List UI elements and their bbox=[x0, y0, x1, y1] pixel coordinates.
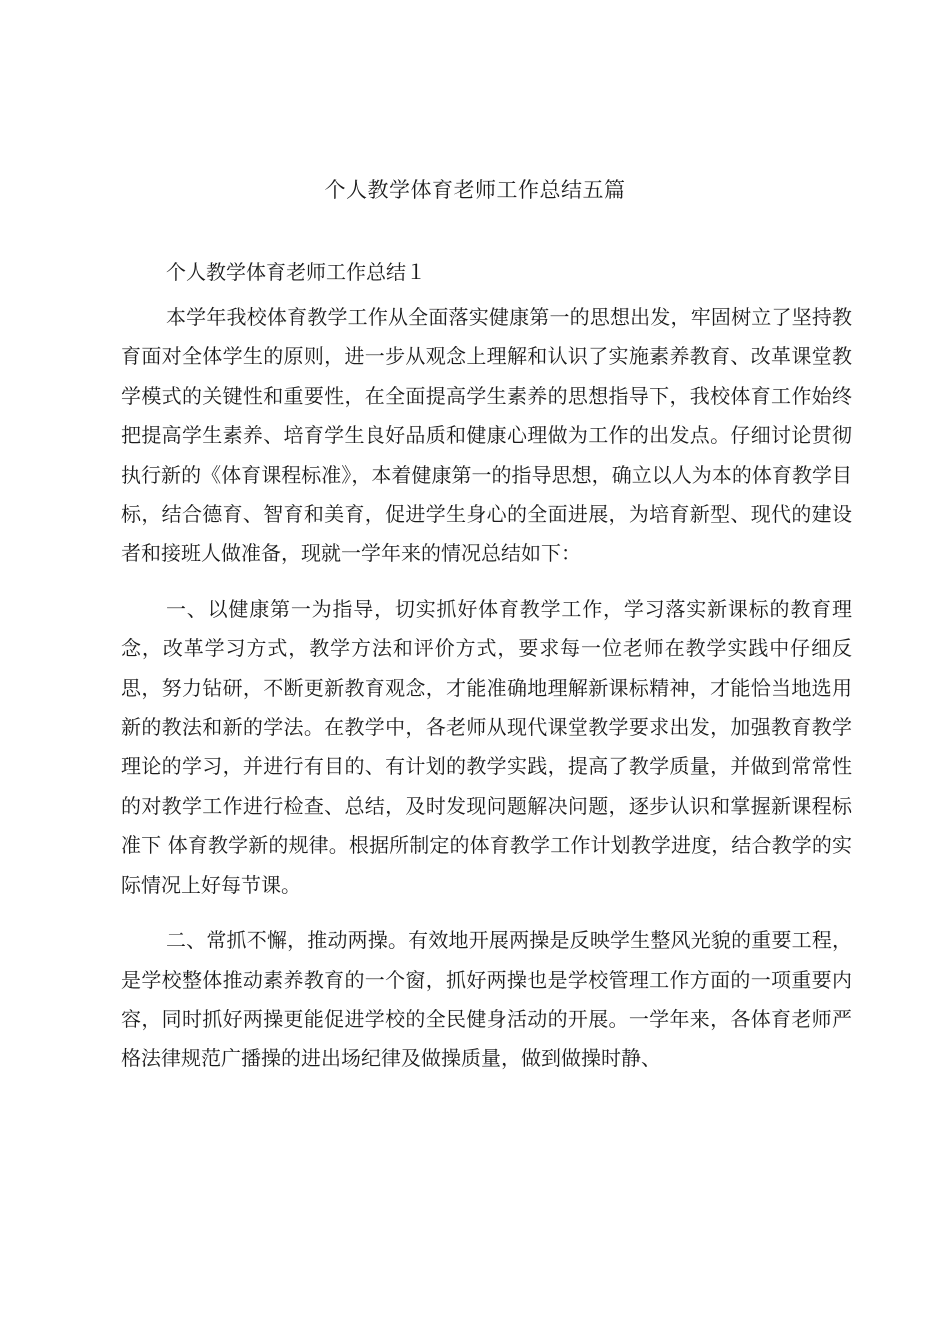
paragraph-point-one: 一、以健康第一为指导，切实抓好体育教学工作，学习落实新课标的教育理念，改革学习方式，教学方法和评价方式，要求每一位老师在教学实践中仔细反思，努力钻研，不断更新教育观念，才能准确地理解新课标精神，才能恰当地选用新的教法和新的学法。在教学中，各老师从现代课堂教学要求出发，加强教育教学理论的学习，并进行有目的、有计划的教学实践，提高了教学质量，并做到常常性的对教学工作进行检查、总结，及时发现问题解决问题，逐步认识和掌握新课程标准下 体育教学新的规律。根据所制定的体育教学工作计划教学进度，结合教学的实际情况上好每节课。 bbox=[121, 596, 852, 897]
document-title: 个人教学体育老师工作总结五篇 bbox=[324, 178, 626, 202]
section-heading: 个人教学体育老师工作总结１ bbox=[166, 260, 426, 284]
document-body bbox=[121, 298, 852, 1079]
paragraph-intro: 本学年我校体育教学工作从全面落实健康第一的思想出发，牢固树立了坚持教育面对全体学生的原则，进一步从观念上理解和认识了实施素养教育、改革课堂教学模式的关键性和重要性，在全面提高学生素养的思想指导下，我校体育工作始终把提高学生素养、培育学生良好品质和健康心理做为工作的出发点。仔细讨论贯彻执行新的《体育课程标准》，本着健康第一的指导思想，确立以人为本的体育教学目标，结合德育、智育和美育，促进学生身心的全面进展，为培育新型、现代的建设者和接班人做准备，现就一学年来的情况总结如下： bbox=[121, 305, 852, 566]
paragraph-point-two: 二、常抓不懈，推动两操。有效地开展两操是反映学生整风光貌的重要工程，是学校整体推动素养教育的一个窗，抓好两操也是学校管理工作方面的一项重要内容，同时抓好两操更能促进学校的全民健身活动的开展。一学年来，各体育老师严格法律规范广播操的进出场纪律及做操质量，做到做操时静、 bbox=[121, 928, 852, 1071]
